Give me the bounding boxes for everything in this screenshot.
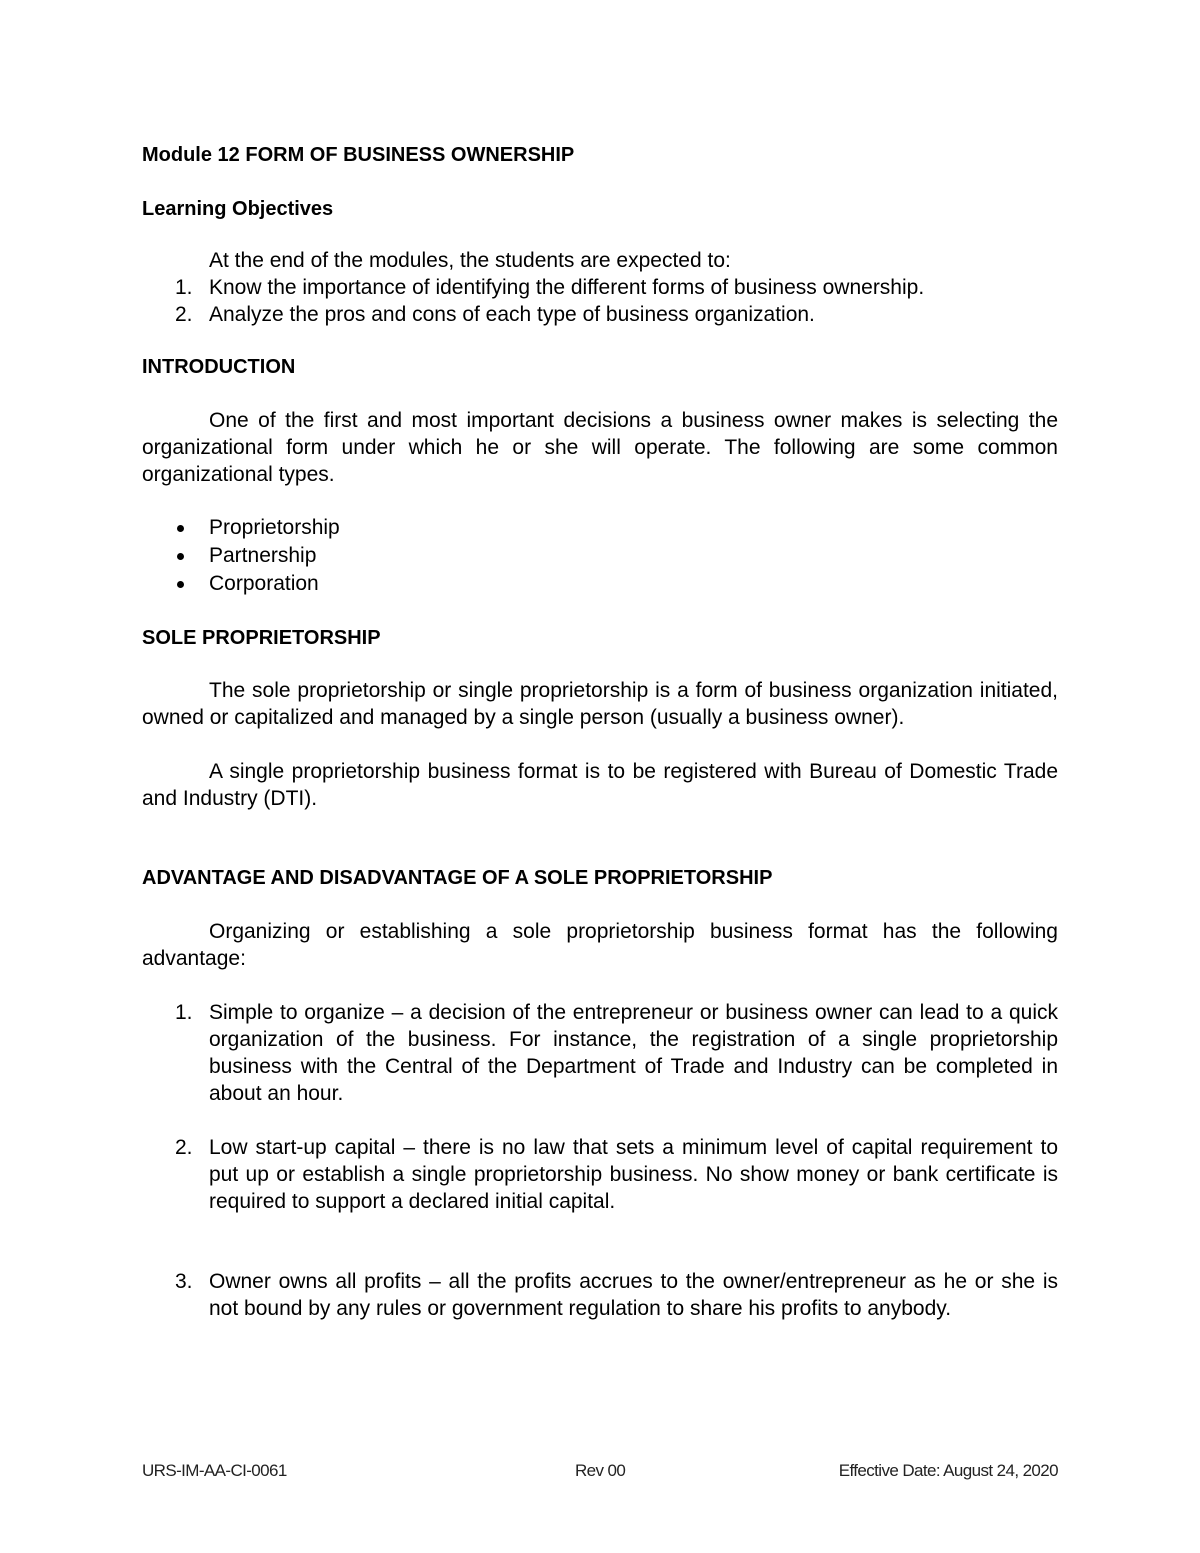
list-item (142, 570, 1058, 598)
sole-proprietorship-heading: SOLE PROPRIETORSHIP (142, 627, 381, 649)
list-item-text: Owner owns all profits – all the profits accrues to the owner/entrepreneur as he or she is not bound by any rules or government regulation to share his profits to anybody. (209, 1270, 1058, 1320)
list-item-number: 1. (175, 1001, 193, 1024)
module-title: Module 12 FORM OF BUSINESS OWNERSHIP (142, 144, 575, 166)
bullet-icon (177, 525, 184, 532)
list-item (142, 1268, 1058, 1322)
list-item-number: 2. (175, 1136, 193, 1159)
document-body (142, 142, 1058, 1322)
list-item-text: Analyze the pros and cons of each type of business organization. (209, 303, 815, 326)
list-item-text: Low start-up capital – there is no law that sets a minimum level of capital requirement to put up or establish a single proprietorship business. No show money or bank certificate is required to support a declared initial capital. (209, 1136, 1058, 1213)
organizational-types-list (142, 514, 1058, 598)
list-item (142, 999, 1058, 1107)
list-item-number: 1. (175, 276, 193, 299)
introduction-paragraph: One of the first and most important decisions a business owner makes is selecting the organizational form under which he or she will operate. The following are some common organizational types. (142, 409, 1058, 486)
list-item-number: 2. (175, 303, 193, 326)
footer-doc-code: URS-IM-AA-CI-0061 (142, 1461, 287, 1480)
list-item (142, 274, 1058, 301)
list-item-text: Proprietorship (209, 516, 340, 539)
page-footer (142, 1461, 1058, 1485)
learning-objectives-heading: Learning Objectives (142, 198, 334, 220)
list-item-text: Corporation (209, 572, 319, 595)
learning-objectives-intro: At the end of the modules, the students are expected to: (209, 249, 731, 272)
bullet-icon (177, 553, 184, 560)
bullet-icon (177, 581, 184, 588)
learning-objectives-list (142, 274, 1058, 328)
list-item (142, 514, 1058, 542)
advantages-heading: ADVANTAGE AND DISADVANTAGE OF A SOLE PROPRIETORSHIP (142, 867, 773, 889)
advantages-intro: Organizing or establishing a sole proprietorship business format has the following advantage: (142, 920, 1058, 970)
list-item-number: 3. (175, 1270, 193, 1293)
advantages-list (142, 999, 1058, 1322)
list-item (142, 1134, 1058, 1215)
list-item-text: Know the importance of identifying the different forms of business ownership. (209, 276, 925, 299)
list-item-text: Simple to organize – a decision of the entrepreneur or business owner can lead to a quick organization of the business. For instance, the registration of a single proprietorship business with the Central of the Department of Trade and Industry can be completed in about an hour. (209, 1001, 1058, 1105)
footer-effective-date: Effective Date: August 24, 2020 (838, 1461, 1058, 1480)
list-item-text: Partnership (209, 544, 317, 567)
introduction-heading: INTRODUCTION (142, 356, 296, 378)
footer-revision: Rev 00 (575, 1461, 626, 1480)
list-item (142, 542, 1058, 570)
list-item (142, 301, 1058, 328)
sole-proprietorship-paragraph-1: The sole proprietorship or single proprietorship is a form of business organization initiated, owned or capitalized and managed by a single person (usually a business owner). (142, 679, 1058, 729)
sole-proprietorship-paragraph-2: A single proprietorship business format is to be registered with Bureau of Domestic Trade and Industry (DTI). (142, 760, 1058, 810)
